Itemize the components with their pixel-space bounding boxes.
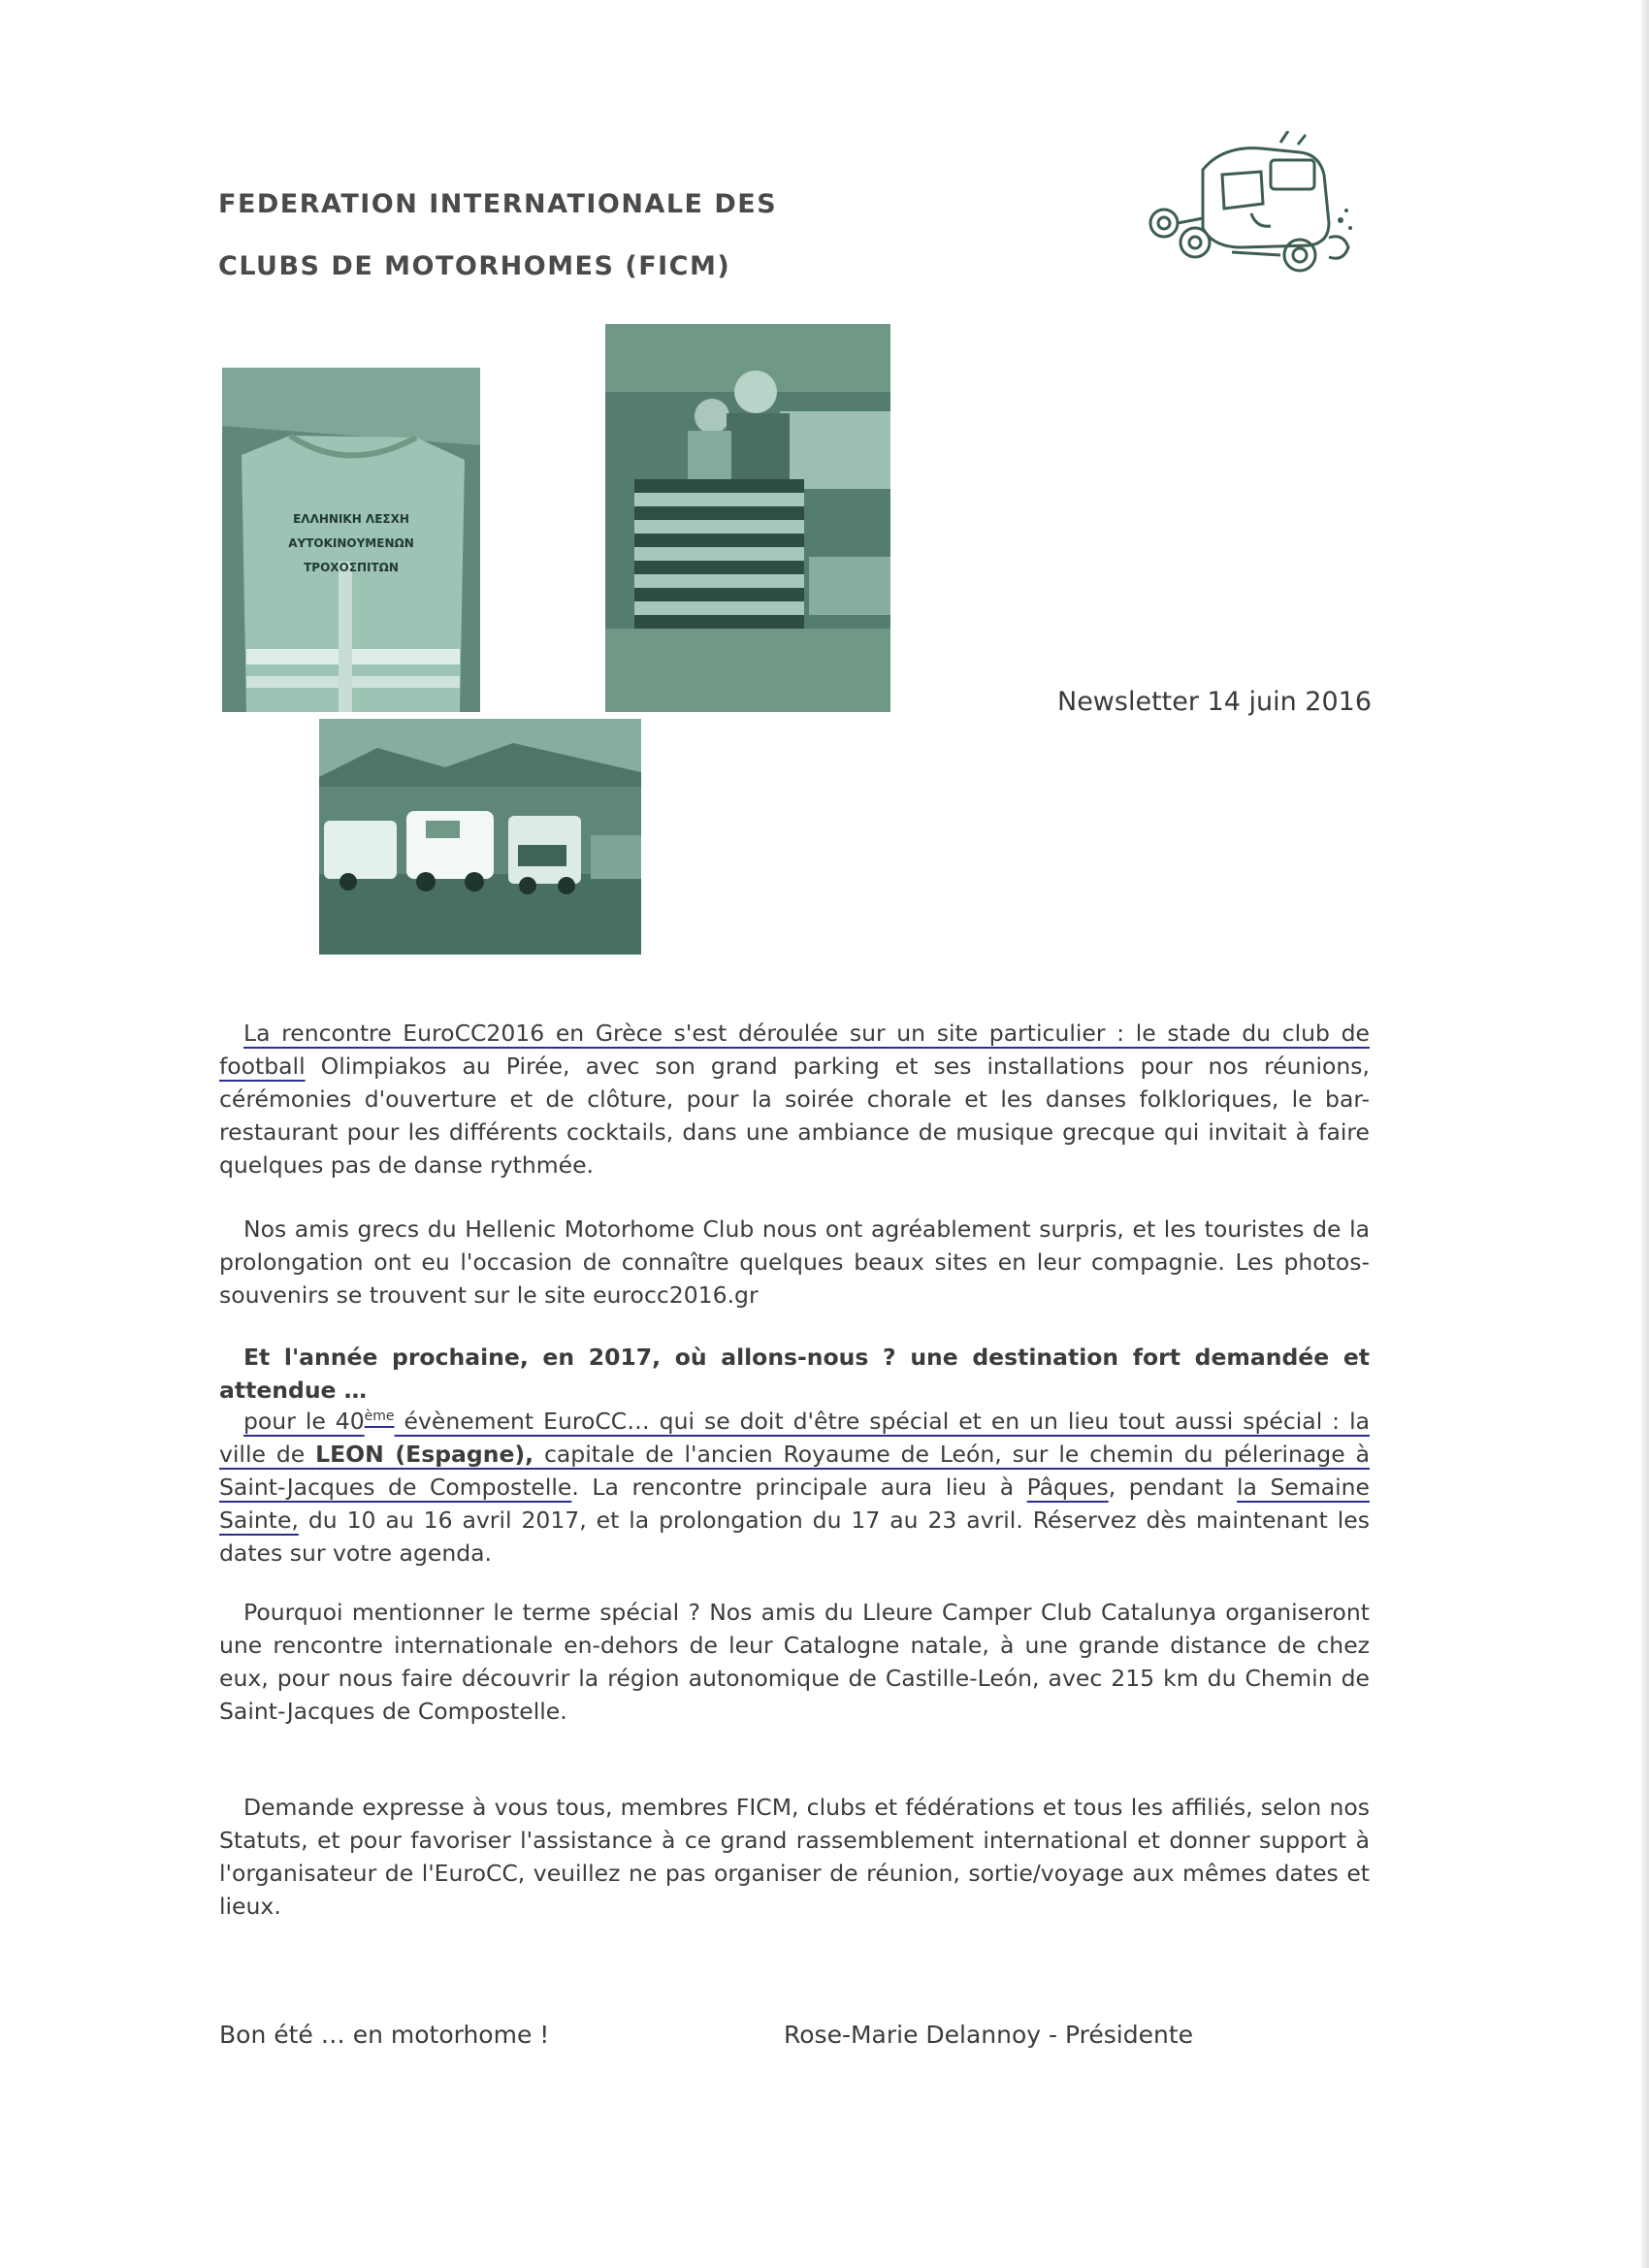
- paragraph-1: [219, 1017, 1370, 1182]
- p6-text: Demande expresse à vous tous, membres FICM, clubs et fédérations et tous les affiliés, selon nos Statuts, et pour favoriser l'assistance à ce grand rassemblement international et donner support à l'organisateur de l'EuroCC, veuillez ne pas organiser de réunion, sortie/voyage aux mêmes dates et lieux.: [219, 1794, 1370, 1920]
- p1-underlined: La rencontre EuroCC2016 en Grèce s'est déroulée sur un site particulier : le stade du club de football: [219, 1020, 1370, 1080]
- paragraph-6: [219, 1791, 1370, 1923]
- paragraph-4: [219, 1400, 1370, 1570]
- p4-sup: ème: [364, 1409, 395, 1424]
- p4-i: du 10 au 16 avril 2017, et la prolongation du 17 au 23 avril. Réservez dès maintenant les dates sur votre agenda.: [219, 1506, 1370, 1567]
- p4-semaine: la Semaine Sainte,: [219, 1473, 1370, 1534]
- paragraph-3: [219, 1341, 1370, 1407]
- p4-b: évènement EuroCC… qui se doit d'être spécial et en un lieu tout aussi spécial : la ville de: [219, 1407, 1370, 1468]
- header-line-1: FEDERATION INTERNATIONALE DES: [218, 189, 778, 219]
- newsletter-date: Newsletter 14 juin 2016: [1057, 687, 1372, 717]
- paragraph-5: [219, 1596, 1370, 1728]
- p5-text: Pourquoi mentionner le terme spécial ? Nos amis du Lleure Camper Club Catalunya organiseront une rencontre internationale en-dehors de leur Catalogne natale, à une grande distance de chez eux, pour nous faire découvrir la région autonomique de Castille-León, avec 215 km du Chemin de Saint-Jacques de Compostelle.: [219, 1599, 1370, 1725]
- document-header: [218, 189, 777, 313]
- photo-people-flag: [605, 324, 890, 712]
- p4-d: capitale de l'ancien Royaume de León, sur le chemin du pélerinage à Saint-Jacques de Compostelle: [219, 1440, 1370, 1501]
- p3-text: Et l'année prochaine, en 2017, où allons-nous ? une destination fort demandée et attendue …: [219, 1344, 1370, 1404]
- paragraph-2: [219, 1213, 1370, 1312]
- signature: Rose-Marie Delannoy - Présidente: [784, 2021, 1193, 2049]
- photo-motorhomes: [319, 719, 641, 955]
- vest-text-line-1: ΕΛΛΗΝΙΚΗ ΛΕΣΧΗ: [293, 512, 409, 526]
- vest-text-line-3: ΤΡΟΧΟΣΠΙΤΩΝ: [304, 561, 399, 574]
- p4-leon: LEON (Espagne),: [315, 1440, 534, 1468]
- p4-a: pour le 40: [243, 1407, 365, 1435]
- photo-vest: [222, 368, 480, 712]
- p4-g: , pendant: [1108, 1473, 1237, 1501]
- motorhome-logo: [1135, 131, 1368, 286]
- vest-text-line-2: ΑΥΤΟΚΙΝΟΥΜΕΝΩΝ: [288, 536, 414, 550]
- p2-text: Nos amis grecs du Hellenic Motorhome Club nous ont agréablement surpris, et les touristes de la prolongation ont eu l'occasion de connaître quelques beaux sites en leur compagnie. Les photos-souvenirs se trouvent sur le site eurocc2016.gr: [219, 1215, 1370, 1309]
- scan-edge: [1641, 0, 1649, 2268]
- p4-paques: Pâques: [1026, 1473, 1109, 1501]
- header-line-2: CLUBS DE MOTORHOMES (FICM): [218, 251, 731, 281]
- closing-greeting: Bon été … en motorhome !: [219, 2021, 550, 2049]
- p4-e: . La rencontre principale aura lieu à: [571, 1473, 1027, 1501]
- p1-rest: Olimpiakos au Pirée, avec son grand parking et ses installations pour nos réunions, cérémonies d'ouverture et de clôture, pour la soirée chorale et les danses folkloriques, le bar-restaurant pour les différents cocktails, dans une ambiance de musique grecque qui invitait à faire quelques pas de danse rythmée.: [219, 1053, 1370, 1179]
